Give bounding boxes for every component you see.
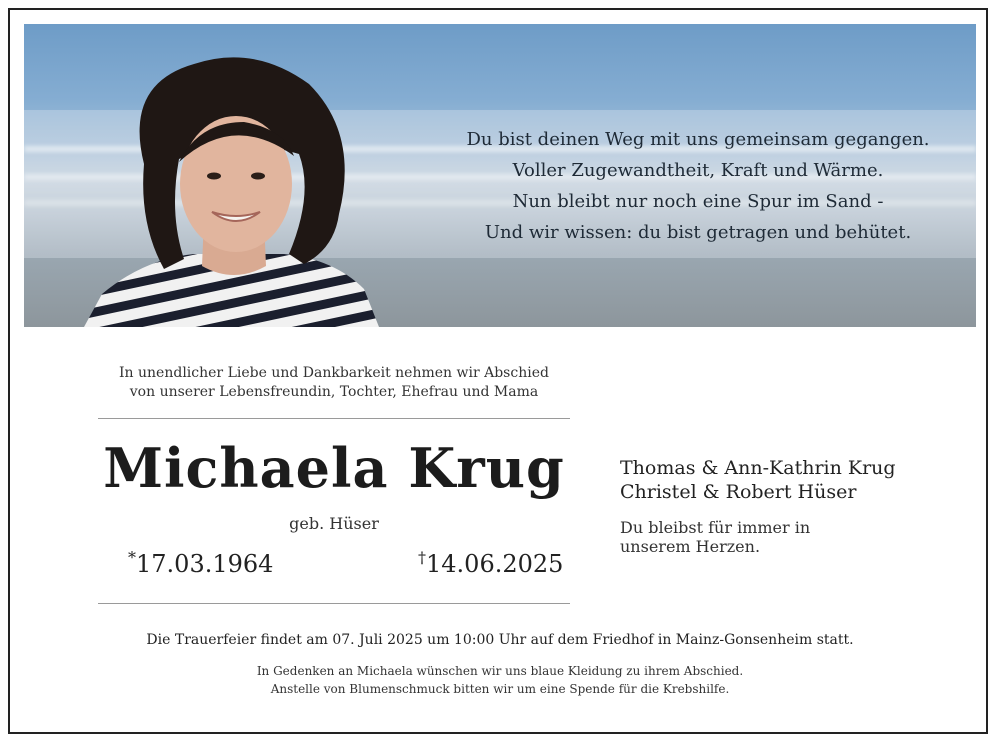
ceremony-info: Die Trauerfeier findet am 07. Juli 2025 um 10:00 Uhr auf dem Friedhof in Mainz-Gonsenheim statt.: [146, 632, 854, 648]
birth-date: 17.03.1964: [136, 550, 274, 578]
birth-date-block: [128, 548, 273, 578]
family-names: [620, 456, 896, 504]
family-line: Thomas & Ann-Kathrin Krug: [620, 457, 896, 479]
note-line: In Gedenken an Michaela wünschen wir uns blaue Kleidung zu ihrem Abschied.: [256, 664, 744, 678]
death-date-block: [418, 548, 563, 578]
farewell-intro: [98, 364, 570, 402]
quote-line: Voller Zugewandtheit, Kraft und Wärme.: [512, 160, 884, 181]
quote-line: Und wir wissen: du bist getragen und behütet.: [484, 222, 912, 243]
family-line: Christel & Robert Hüser: [620, 481, 857, 503]
family-message: [620, 518, 810, 556]
note-line: Anstelle von Blumenschmuck bitten wir um eine Spende für die Krebshilfe.: [270, 682, 730, 696]
intro-line: In unendlicher Liebe und Dankbarkeit nehmen wir Abschied: [119, 365, 549, 381]
funeral-notes: [24, 662, 976, 698]
portrait-photo: [84, 44, 384, 327]
message-line: unserem Herzen.: [620, 537, 761, 556]
memorial-quote: [424, 124, 972, 248]
death-cross-icon: †: [418, 548, 426, 567]
quote-line: Du bist deinen Weg mit uns gemeinsam gegangen.: [466, 129, 930, 150]
bottom-divider: [98, 603, 570, 604]
top-divider: [98, 418, 570, 419]
message-line: Du bleibst für immer in: [620, 518, 811, 537]
birth-name: geb. Hüser: [289, 514, 379, 533]
death-date: 14.06.2025: [426, 550, 564, 578]
birth-star-icon: *: [128, 548, 136, 567]
intro-line: von unserer Lebensfreundin, Tochter, Ehefrau und Mama: [129, 384, 539, 400]
deceased-name: Michaela Krug: [103, 436, 565, 500]
quote-line: Nun bleibt nur noch eine Spur im Sand -: [512, 191, 884, 212]
beach-photo-banner: [24, 24, 976, 327]
